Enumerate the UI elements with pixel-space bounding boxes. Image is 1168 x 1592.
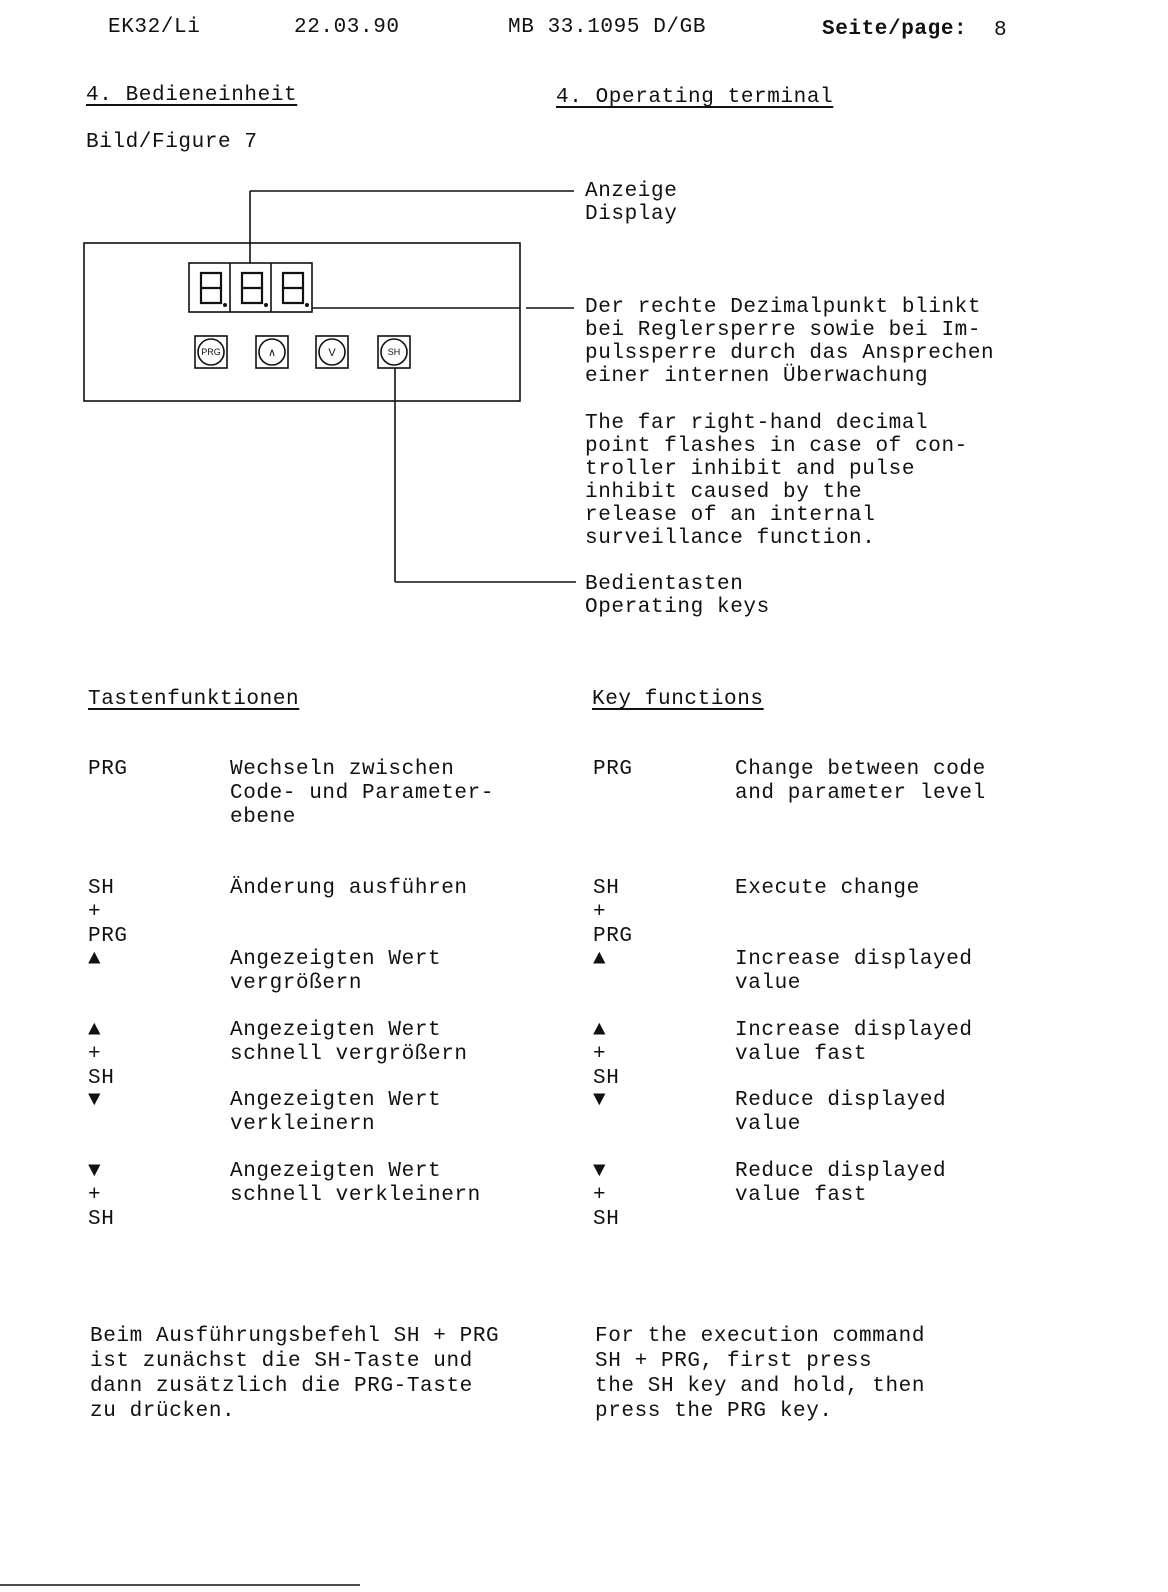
- callout-decimal-en: The far right-hand decimal point flashes in case of con- troller inhibit and pulse inhibit caused by the release of an internal surveillance function.: [585, 412, 968, 550]
- key-combo: PRG: [593, 758, 633, 781]
- key-combo: ▼: [593, 1089, 607, 1112]
- key-combo: PRG: [88, 758, 128, 781]
- key-description: Angezeigten Wert verkleinern: [230, 1089, 442, 1136]
- sh-key-label: SH: [387, 347, 401, 357]
- prg-key-label: PRG: [201, 347, 221, 357]
- key-combo: ▼ + SH: [593, 1160, 620, 1231]
- key-description: Reduce displayed value: [735, 1089, 947, 1136]
- key-description: Angezeigten Wert vergrößern: [230, 948, 442, 995]
- key-combo: SH + PRG: [593, 877, 633, 948]
- key-combo: SH + PRG: [88, 877, 128, 948]
- manual-number: MB 33.1095 D/GB: [508, 16, 707, 39]
- page-number: 8: [994, 19, 1008, 42]
- section-title-de: 4. Bedieneinheit: [86, 84, 298, 107]
- right-decimal-point: [305, 303, 309, 307]
- key-combo: ▲: [593, 948, 607, 971]
- execution-note-en: For the execution command SH + PRG, first press the SH key and hold, then press the PRG key.: [595, 1325, 926, 1423]
- key-description: Änderung ausführen: [230, 877, 468, 900]
- key-description: Increase displayed value: [735, 948, 973, 995]
- figure-label: Bild/Figure 7: [86, 131, 258, 154]
- execution-note-de: Beim Ausführungsbefehl SH + PRG ist zunächst die SH-Taste und dann zusätzlich die PRG-Taste zu drücken.: [90, 1325, 500, 1423]
- key-combo: ▼: [88, 1089, 102, 1112]
- key-combo: ▼ + SH: [88, 1160, 115, 1231]
- key-description: Angezeigten Wert schnell verkleinern: [230, 1160, 481, 1207]
- callout-decimal-de: Der rechte Dezimalpunkt blinkt bei Reglersperre sowie bei Im- pulssperre durch das Ansprechen einer internen Überwachung: [585, 296, 995, 388]
- seven-segment-digits: [201, 273, 303, 303]
- key-combo: ▲ + SH: [88, 1019, 115, 1090]
- down-key-label: V: [328, 347, 336, 359]
- key-combo: ▲ + SH: [593, 1019, 620, 1090]
- page-label: Seite/page:: [822, 18, 968, 41]
- doc-date: 22.03.90: [294, 16, 400, 39]
- key-description: Increase displayed value fast: [735, 1019, 973, 1066]
- up-key-label: ∧: [267, 347, 277, 359]
- key-description: Angezeigten Wert schnell vergrößern: [230, 1019, 468, 1066]
- heading-key-functions-en: Key functions: [592, 688, 764, 711]
- key-description: Execute change: [735, 877, 920, 900]
- doc-code: EK32/Li: [108, 16, 201, 39]
- terminal-housing: [84, 243, 520, 401]
- key-combo: ▲: [88, 948, 102, 971]
- key-description: Wechseln zwischen Code- und Parameter- ebene: [230, 758, 495, 829]
- key-description: Change between code and parameter level: [735, 758, 986, 805]
- key-description: Reduce displayed value fast: [735, 1160, 947, 1207]
- callout-display: Anzeige Display: [585, 180, 678, 226]
- callout-keys: Bedientasten Operating keys: [585, 573, 770, 619]
- section-title-en: 4. Operating terminal: [556, 86, 834, 109]
- heading-key-functions-de: Tastenfunktionen: [88, 688, 300, 711]
